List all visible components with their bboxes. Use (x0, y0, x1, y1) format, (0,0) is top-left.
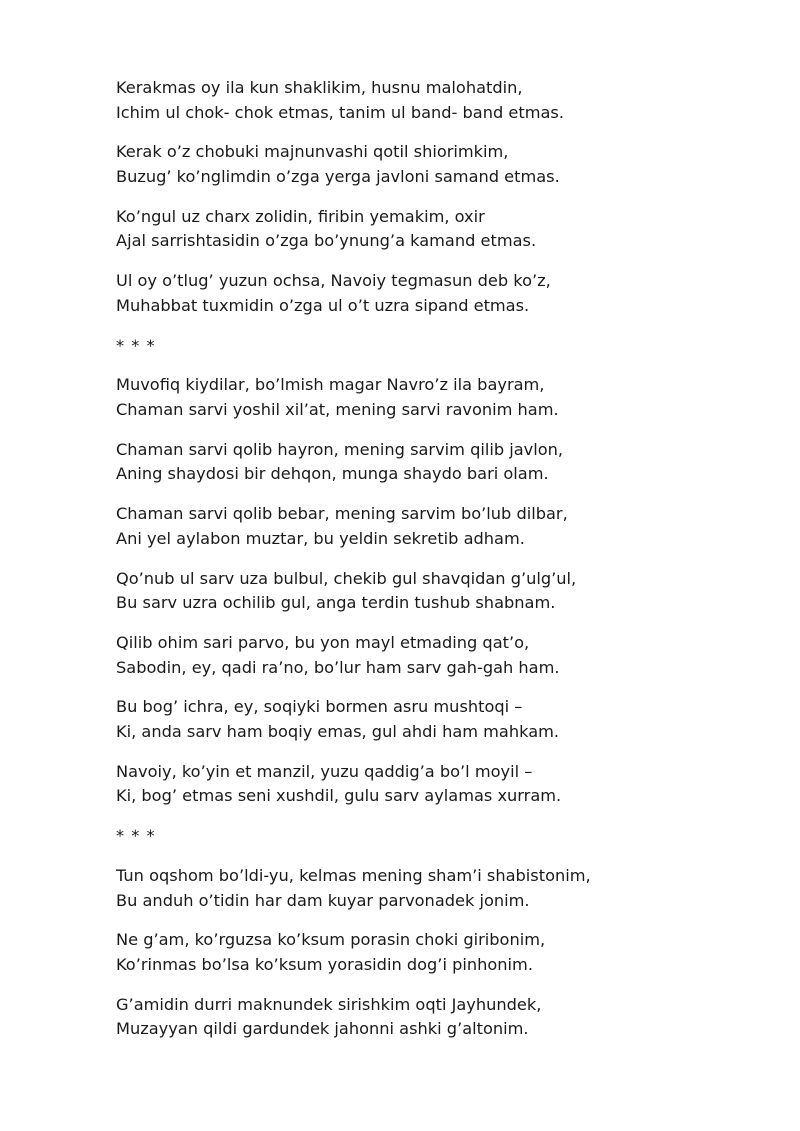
poem-page (116, 76, 756, 1057)
poem-line: Tun oqshom bo’ldi-yu, kelmas mening sham’i shabistonim, (116, 866, 591, 886)
poem-line: Kerak o’z chobuki majnunvashi qotil shiorimkim, (116, 142, 509, 162)
poem-line: Bu anduh o’tidin har dam kuyar parvonadek jonim. (116, 890, 530, 910)
poem-line: Qilib ohim sari parvo, bu yon mayl etmading qat’o, (116, 633, 530, 653)
poem-line: Ne g’am, ko’rguzsa ko’ksum porasin choki giribonim, (116, 930, 546, 950)
poem-line: Ajal sarrishtasidin o’zga bo’ynung’a kamand etmas. (116, 231, 537, 251)
poem-line: Ki, anda sarv ham boqiy emas, gul ahdi ham mahkam. (116, 721, 560, 741)
stanza (116, 76, 756, 125)
poem-line: Chaman sarvi qolib hayron, mening sarvim qilib javlon, (116, 439, 564, 459)
poem-line: Chaman sarvi yoshil xil’at, mening sarvi ravonim ham. (116, 399, 559, 419)
stanza (116, 373, 756, 422)
poem-line: Aning shaydosi bir dehqon, munga shaydo bari olam. (116, 464, 549, 484)
poem-line: Bu sarv uzra ochilib gul, anga terdin tushub shabnam. (116, 593, 556, 613)
stanza (116, 140, 756, 189)
stanza (116, 864, 756, 913)
stanza (116, 631, 756, 680)
poem-line: Ichim ul chok- chok etmas, tanim ul band- band etmas. (116, 102, 564, 122)
poem-line: Ki, bog’ etmas seni xushdil, gulu sarv aylamas xurram. (116, 786, 562, 806)
stanza (116, 502, 756, 551)
poem-line: Buzug’ ko’nglimdin o’zga yerga javloni samand etmas. (116, 166, 560, 186)
poem-line: Muzayyan qildi gardundek jahonni ashki g’altonim. (116, 1019, 529, 1039)
poem-line: Chaman sarvi qolib bebar, mening sarvim bo’lub dilbar, (116, 504, 568, 524)
poem-line: Qo’nub ul sarv uza bulbul, chekib gul shavqidan g’ulg’ul, (116, 568, 577, 588)
poem-line: Kerakmas oy ila kun shaklikim, husnu malohatdin, (116, 78, 523, 97)
stanza (116, 993, 756, 1042)
section-separator: * * * (116, 826, 156, 846)
poem-line: Navoiy, ko’yin et manzil, yuzu qaddig’a bo’l moyil – (116, 761, 533, 781)
poem-line: Muvofiq kiydilar, bo’lmish magar Navro’z ila bayram, (116, 375, 545, 395)
stanza (116, 928, 756, 977)
poem-line: Muhabbat tuxmidin o’zga ul o’t uzra sipand etmas. (116, 295, 530, 315)
stanza (116, 567, 756, 616)
section-separator: * * * (116, 335, 156, 355)
stanza (116, 695, 756, 744)
poem-line: Sabodin, ey, qadi ra’no, bo’lur ham sarv gah-gah ham. (116, 657, 560, 677)
poem-line: G’amidin durri maknundek sirishkim oqti Jayhundek, (116, 994, 542, 1014)
poem-line: Ul oy o’tlug’ yuzun ochsa, Navoiy tegmasun deb ko’z, (116, 271, 551, 291)
stanza (116, 205, 756, 254)
poem-line: Ani yel aylabon muztar, bu yeldin sekretib adham. (116, 528, 525, 548)
poem-line: Ko’ngul uz charx zolidin, firibin yemakim, oxir (116, 206, 485, 226)
stanza (116, 760, 756, 809)
stanza (116, 269, 756, 318)
stanza (116, 438, 756, 487)
poem-line: Bu bog’ ichra, ey, soqiyki bormen asru mushtoqi – (116, 697, 523, 717)
poem-line: Ko’rinmas bo’lsa ko’ksum yorasidin dog’i pinhonim. (116, 954, 533, 974)
